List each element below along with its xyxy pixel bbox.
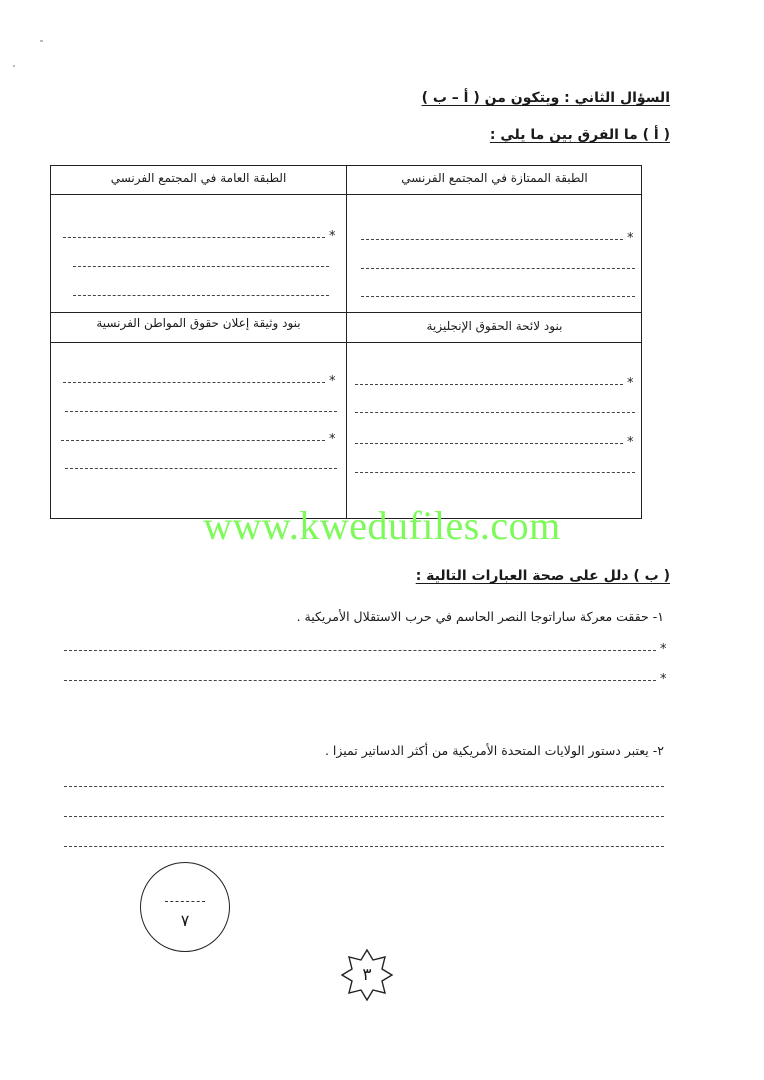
header-privileged-class: الطبقة الممتازة في المجتمع الفرنسي: [401, 171, 588, 185]
page-number: ٣: [362, 965, 372, 985]
answer-line[interactable]: [64, 650, 656, 651]
header-english-bill-of-rights: بنود لائحة الحقوق الإنجليزية: [426, 319, 563, 333]
bullet-star: *: [660, 672, 667, 687]
answer-line[interactable]: [64, 846, 664, 847]
bullet-star: *: [329, 432, 336, 447]
answer-line[interactable]: [65, 411, 337, 412]
table-divider: [51, 312, 641, 313]
statement-1: ١- حققت معركة ساراتوجا النصر الحاسم في حرب الاستقلال الأمريكية .: [296, 609, 664, 624]
part-b-title: ( ب ) دلل على صحة العبارات التالية :: [415, 568, 670, 584]
bullet-star: *: [660, 642, 667, 657]
score-circle: [140, 862, 230, 952]
answer-line[interactable]: [355, 384, 623, 385]
answer-line[interactable]: [361, 296, 635, 297]
statement-2: ٢- يعتبر دستور الولايات المتحدة الأمريكية من أكثر الدساتير تميزا .: [324, 743, 664, 758]
answer-line[interactable]: [65, 468, 337, 469]
page-number-badge: [340, 948, 394, 1002]
bullet-star: *: [329, 374, 336, 389]
answer-line[interactable]: [63, 237, 325, 238]
answer-line[interactable]: [73, 295, 329, 296]
part-a-title: ( أ ) ما الفرق بين ما يلي :: [489, 127, 670, 143]
answer-line[interactable]: [63, 382, 325, 383]
answer-line[interactable]: [361, 239, 623, 240]
answer-line[interactable]: [355, 412, 635, 413]
bullet-star: *: [329, 229, 336, 244]
comparison-table: [50, 165, 642, 519]
answer-line[interactable]: [355, 443, 623, 444]
score-value: ٧: [180, 911, 190, 930]
answer-line[interactable]: [355, 472, 635, 473]
scan-speck: [40, 40, 43, 42]
question-heading: السؤال الثاني : ويتكون من ( أ – ب ): [421, 90, 670, 106]
score-blank-line[interactable]: [165, 901, 205, 902]
answer-line[interactable]: [61, 440, 325, 441]
answer-line[interactable]: [361, 268, 635, 269]
bullet-star: *: [627, 231, 634, 246]
bullet-star: *: [627, 435, 634, 450]
table-divider: [51, 194, 641, 195]
answer-line[interactable]: [64, 680, 656, 681]
table-divider: [51, 342, 641, 343]
header-french-declaration: بنود وثيقة إعلان حقوق المواطن الفرنسية: [96, 316, 301, 330]
answer-line[interactable]: [64, 816, 664, 817]
answer-line[interactable]: [64, 786, 664, 787]
watermark-url: www.kwedufiles.com: [203, 503, 561, 548]
bullet-star: *: [627, 376, 634, 391]
answer-line[interactable]: [73, 266, 329, 267]
scan-speck: [13, 65, 15, 67]
header-common-class: الطبقة العامة في المجتمع الفرنسي: [110, 171, 287, 185]
